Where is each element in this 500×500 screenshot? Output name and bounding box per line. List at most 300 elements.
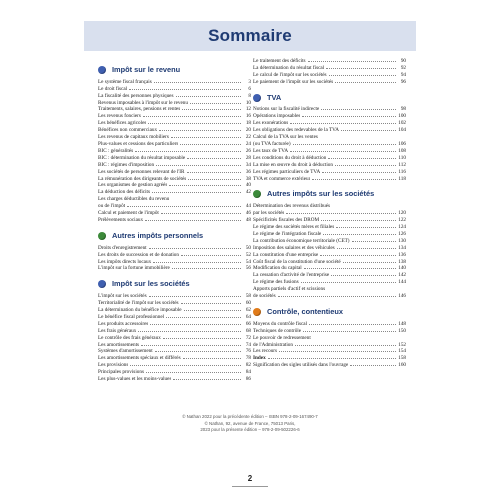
toc-entry-label: Droits d'enregistrement [98,244,147,251]
toc-entry-label: Les obligations des redevables de la TVA [253,127,339,134]
toc-entry-page: 92 [400,64,406,71]
toc-entry-page: 26 [245,147,251,154]
section-controle-contentieux [253,307,406,355]
toc-entry[interactable] [253,252,406,259]
dot-leader [326,68,396,69]
toc-entry[interactable] [98,86,251,93]
toc-entry[interactable] [98,362,251,369]
toc-entry[interactable] [253,272,406,279]
toc-entry[interactable] [98,307,251,314]
dot-leader [290,123,396,124]
toc-entry[interactable] [253,245,406,252]
toc-entry-label: Les provisions [98,362,129,369]
toc-entry-label: Traitements, salaires, pensions et rentes [98,106,181,113]
section-title: Autres impôts sur les sociétés [267,189,375,199]
toc-entry-page: 46 [245,210,251,217]
toc-entry-page: 48 [245,216,251,223]
toc-entry[interactable] [98,217,251,224]
dot-leader [176,96,242,97]
dot-leader [322,172,396,173]
toc-entry[interactable] [98,293,251,300]
toc-entry[interactable] [253,113,406,120]
toc-entry[interactable] [253,259,406,266]
toc-entry-label: Le système fiscal français [98,78,152,85]
toc-entry[interactable] [98,259,251,266]
toc-entry[interactable] [253,155,406,162]
dot-leader [166,317,241,318]
toc-entry-page: 64 [245,313,251,320]
toc-entry[interactable] [253,265,406,272]
toc-entry-label: Plus-values et cessions des particuliers [98,141,179,147]
toc-entry[interactable] [253,286,406,293]
toc-entry[interactable] [253,328,406,335]
section-heading [98,231,251,241]
toc-entry-page: 94 [400,71,406,78]
toc-entry-label: La contribution économique territoriale (CET) [253,237,350,244]
dot-leader [172,268,241,269]
section-autres-impots-personnels [98,231,251,272]
toc-entry[interactable] [253,169,406,176]
dot-leader [336,227,396,228]
toc-entry-page: 112 [398,161,406,168]
toc-entry-page: 34 [245,161,251,168]
dot-leader [154,82,241,83]
toc-entry-label: Les plus-values et les moins-values [98,376,172,383]
sigles-entry[interactable] [253,362,406,369]
dot-leader [138,331,241,332]
toc-entry-label: Le traitement des déficits [253,58,306,64]
section-heading [98,65,251,75]
dot-leader [329,75,396,76]
toc-entry-label: Le droit fiscal [98,85,128,92]
section-heading [98,279,251,289]
dot-leader [169,185,241,186]
dot-leader [286,213,396,214]
dot-leader [290,151,396,152]
green-bullet-icon [98,232,106,240]
toc-entry-label: Les charges déductibles du revenu [98,196,170,203]
toc-entry-label: Notions sur la fiscalité indirecte [253,106,320,113]
blue-bullet-icon [98,66,106,74]
dot-leader [127,206,241,207]
toc-entry-page: 10 [245,99,251,106]
toc-entry-page: 102 [398,120,406,127]
toc-entry-label: Les organismes de gestion agréés [98,182,168,189]
toc-entry-label: Les recours [253,348,278,355]
toc-entry[interactable] [98,355,251,362]
dot-leader [145,220,241,221]
toc-entry[interactable] [253,79,406,86]
toc-entry-label: Le bénéfice fiscal professionnel [98,313,165,320]
toc-entry-page: 136 [398,251,406,258]
toc-entry[interactable] [253,342,406,349]
toc-entry[interactable] [253,58,406,65]
section-heading [253,189,406,199]
toc-entry[interactable] [98,127,251,134]
toc-entry-label: Prélèvements sociaux [98,216,144,223]
dot-leader [181,255,241,256]
toc-entry[interactable] [98,148,251,155]
toc-entry-label: La rémunération des dirigeants de sociétés [98,175,187,182]
dot-leader [303,331,396,332]
dot-leader [150,324,241,325]
dot-leader [181,303,241,304]
toc-entry[interactable] [98,182,251,189]
toc-entry[interactable] [253,120,406,127]
toc-entry[interactable] [98,203,251,210]
dot-leader [302,116,396,117]
toc-entry-label: Imposition des salaires et des véhicules [253,244,335,251]
toc-entry[interactable] [98,265,251,272]
dot-leader [279,351,396,352]
toc-entry-page: 142 [398,272,406,279]
toc-entry[interactable] [253,238,406,245]
dot-leader [135,151,241,152]
dot-leader [149,248,241,249]
toc-entry[interactable] [253,72,406,79]
dot-leader [141,345,241,346]
toc-entry-page: 38 [245,175,251,182]
toc-entry[interactable] [98,335,251,342]
dot-leader [184,310,241,311]
dot-leader [187,172,242,173]
dot-leader [187,158,241,159]
toc-entry-page: 76 [245,348,251,355]
toc-entry[interactable] [98,342,251,349]
toc-entry-label: ou de l'impôt [98,203,126,210]
toc-entry-page: 22 [245,134,251,141]
green-bullet-icon [253,190,261,198]
toc-entry-label: Les produits accessoires [98,320,149,327]
toc-entry[interactable] [253,127,406,134]
dot-leader [149,296,241,297]
left-column [98,58,251,383]
toc-entry[interactable] [253,141,406,148]
toc-entry-label: Les amortissements spéciaux et différés [98,355,181,362]
toc-entry[interactable] [98,113,251,120]
dot-leader [335,165,396,166]
toc-entry-label: La détermination du résultat fiscal [253,64,325,71]
toc-entry[interactable] [253,321,406,328]
toc-entry-label: Moyens du contrôle fiscal [253,320,308,327]
toc-entry[interactable] [253,210,406,217]
toc-entry[interactable] [253,106,406,113]
toc-entry[interactable] [98,321,251,328]
dot-leader [153,262,241,263]
dot-leader [293,144,396,145]
toc-entry[interactable] [98,162,251,169]
toc-entry-label: Les conditions du droit à déduction [253,154,327,161]
toc-entry[interactable] [98,210,251,217]
toc-entry[interactable] [253,217,406,224]
toc-entry-label: Les impôts directs locaux [98,258,152,265]
toc-entry-label: La détermination du bénéfice imposable [98,307,182,313]
dot-leader [155,351,241,352]
section-heading [253,307,406,317]
section-autres-impots-societes [253,189,406,300]
toc-entry-label: TVA et commerce extérieur [253,175,311,182]
toc-entry[interactable] [98,93,251,100]
dot-leader [321,109,396,110]
toc-entry-page: 62 [245,307,251,313]
toc-entry-label: BIC : régimes d'imposition [98,161,155,168]
toc-entry-label: Le pouvoir de redressement [253,334,311,341]
blue-bullet-icon [98,280,106,288]
copyright-line-1: © Nathan 2022 pour la précédente édition – ISBN 978-2-09-167490-7 [182,414,318,419]
toc-entry-label: Les taux de TVA [253,147,289,154]
toc-entry[interactable] [98,134,251,141]
toc-entry-page: 108 [398,147,406,154]
toc-entry-page: 28 [245,154,251,161]
dot-leader [335,82,396,83]
toc-entry-page: 68 [245,327,251,334]
toc-entry-page: 144 [398,279,406,286]
section-index [253,355,406,369]
title-bar [84,21,416,51]
toc-entry-label: La cessation d'activité de l'entreprise [253,272,330,279]
toc-entry[interactable] [98,106,251,113]
toc-entry-label: Le calcul de l'impôt sur les sociétés [253,71,327,78]
dot-leader [350,365,396,366]
dot-leader [182,109,241,110]
toc-entry[interactable] [98,120,251,127]
dot-leader [341,130,396,131]
toc-entry-page: 56 [245,265,251,272]
toc-entry-page: 110 [398,154,406,161]
toc-entry-label: Le régime de l'intégration fiscale [253,230,322,237]
page-number: 2 [247,474,253,483]
toc-entry-page: 16 [245,113,251,120]
toc-entry-page: 116 [398,168,406,175]
toc-entry-page: 18 [245,120,251,127]
dot-leader [180,144,241,145]
dot-leader [143,116,241,117]
toc-entry-page: 146 [398,293,406,300]
toc-entry[interactable] [98,176,251,183]
dot-leader [323,234,396,235]
toc-entry[interactable] [253,134,406,141]
toc-entry-label: Détermination des revenus distribués [253,203,331,210]
toc-entry[interactable] [98,314,251,321]
toc-entry-page: 3 [248,78,251,85]
toc-entry[interactable] [253,348,406,355]
toc-entry-label: de sociétés [253,293,276,300]
toc-entry-page: 54 [245,258,251,265]
toc-entry-page: 60 [245,300,251,307]
toc-entry-page: 104 [398,127,406,134]
toc-entry[interactable] [253,224,406,231]
toc-entry-page: 66 [245,320,251,327]
dot-leader [152,192,241,193]
toc-entry-page: 20 [245,127,251,134]
dot-leader [183,358,241,359]
toc-entry-page: 140 [398,265,406,272]
blue-bullet-icon [253,94,261,102]
section-title: Contrôle, contentieux [267,306,343,316]
toc-entry-page: 86 [245,376,251,383]
dot-leader [352,241,396,242]
toc-entry-page: 106 [398,141,406,147]
dot-leader [171,137,241,138]
dot-leader [337,248,396,249]
section-impot-revenu [98,65,251,224]
right-column [253,58,406,369]
toc-entry-page: 74 [245,341,251,348]
toc-entry-label: La mise en œuvre du droit à déduction [253,161,333,168]
toc-entry-label: Les bénéfices agricoles [98,120,147,127]
toc-entry-label: Techniques de contrôle [253,327,302,334]
dot-leader [301,282,396,283]
dot-leader [159,130,241,131]
toc-entry-page: 126 [398,230,406,237]
toc-entry[interactable] [253,203,406,210]
toc-entry-page: 24 [245,141,251,147]
toc-entry-page: 82 [245,362,251,369]
dot-leader [129,89,241,90]
section-impot-societes-continued [253,58,406,86]
dot-leader [328,158,396,159]
toc-entry-label: Le régime des fusions [253,279,299,286]
toc-entry-label: Bénéfices non commerciaux [98,127,158,134]
toc-entry-page: 42 [245,189,251,196]
toc-entry-label: de l'Administration [253,341,293,348]
dot-leader [268,358,396,359]
toc-entry-page: 152 [398,341,406,348]
toc-entry[interactable] [98,376,251,383]
toc-entry[interactable] [98,252,251,259]
toc-entry-page: 12 [245,106,251,113]
toc-entry[interactable] [98,79,251,86]
dot-leader [320,255,396,256]
toc-entry-page: 8 [248,92,251,99]
toc-entry[interactable] [98,155,251,162]
toc-entry-page: 6 [248,85,251,92]
toc-entry-page: 154 [398,348,406,355]
toc-entry[interactable] [253,335,406,342]
sigles-label: Signification des sigles utilisés dans l'ouvrage [253,362,349,369]
toc-entry[interactable] [253,162,406,169]
copyright-line-2: © Nathan, 92, avenue de France, 75013 Paris, [204,420,296,426]
sigles-page: 160 [398,362,406,369]
toc-entry-label: La fiscalité des personnes physiques [98,92,174,99]
toc-entry-label: Spécificités fiscales des DROM [253,217,320,224]
toc-entry-label: L'impôt sur la fortune immobilière [98,265,170,272]
dot-leader [156,165,241,166]
dot-leader [321,220,396,221]
toc-entry[interactable] [253,279,406,286]
dot-leader [295,345,396,346]
dot-leader [163,338,241,339]
toc-entry[interactable] [253,231,406,238]
toc-entry-page: 52 [245,251,251,258]
toc-entry-page: 124 [398,224,406,230]
toc-entry-label: Les droits de succession et de donation [98,251,179,258]
dot-leader [312,179,396,180]
toc-entry-label: BIC : détermination du résultat imposable [98,154,186,161]
toc-entry-label: Le paiement de l'impôt sur les sociétés [253,78,334,85]
dot-leader [304,268,396,269]
toc-entry-page: 44 [245,203,251,210]
toc-entry[interactable] [98,196,251,203]
copyright-line-3: 2023 pour la présente édition – 978-2-09-502226-6 [200,427,300,433]
toc-entry[interactable] [98,100,251,107]
toc-entry[interactable] [253,65,406,72]
toc-entry-page: 134 [398,244,406,251]
section-impot-societes [98,279,251,383]
toc-entry-page: 98 [400,106,406,113]
page-number-rule [232,486,268,487]
toc-entry-label: Coût fiscal de la constitution d'une société [253,258,341,265]
toc-entry-label: Les revenus fonciers [98,113,141,120]
toc-entry-label: Le contrôle des frais généraux [98,334,161,341]
toc-entry-page: 120 [398,210,406,217]
toc-entry-page: 72 [245,334,251,341]
section-title: Impôt sur le revenu [112,65,181,74]
toc-entry-page: 118 [398,175,406,182]
dot-leader [278,296,396,297]
toc-entry-label: Le régime des sociétés mères et filiales [253,224,335,230]
orange-bullet-icon [253,308,261,316]
toc-entry-label: L'impôt sur les sociétés [98,293,147,300]
toc-entry-label: Les amortissements [98,341,140,348]
toc-entry-page: 50 [245,244,251,251]
toc-entry-label: BIC : généralités [98,147,134,154]
copyright-footer [110,414,390,434]
toc-entry[interactable] [98,300,251,307]
toc-entry[interactable] [98,189,251,196]
toc-entry-label: Apports partiels d'actif et scissions [253,286,326,293]
page-title: Sommaire [208,26,292,45]
toc-entry-label: Revenus imposables à l'impôt sur le revenu [98,99,188,106]
toc-entry-label: La déduction des déficits [98,189,151,196]
toc-entry[interactable] [253,148,406,155]
dot-leader [173,379,241,380]
toc-entry-label: Les frais généraux [98,327,137,334]
toc-entry[interactable] [98,348,251,355]
toc-entry-label: Les régimes particuliers de TVA [253,168,321,175]
index-label: Index [253,355,266,362]
toc-entry-page: 58 [245,293,251,300]
toc-entry-page: 40 [245,182,251,189]
toc-entry-label: Calcul de la TVA sur les ventes [253,134,318,141]
dot-leader [161,213,241,214]
toc-entry[interactable] [98,169,251,176]
toc-entry[interactable] [98,245,251,252]
index-page: 158 [398,355,406,362]
toc-entry[interactable] [253,293,406,300]
toc-entry-label: Les exonérations [253,120,289,127]
toc-entry-label: Calcul et paiement de l'impôt [98,210,159,217]
toc-entry-page: 150 [398,327,406,334]
dot-leader [343,262,396,263]
toc-entry-label: Principales provisions [98,369,144,376]
toc-entry[interactable] [98,328,251,335]
toc-entry-label: Territorialité de l'impôt sur les sociétés [98,300,179,307]
dot-leader [308,61,396,62]
toc-entry-page: 100 [398,113,406,120]
toc-entry[interactable] [98,141,251,148]
toc-entry-page: 84 [245,369,251,376]
toc-entry-page: 90 [400,58,406,64]
toc-entry[interactable] [253,176,406,183]
toc-entry-page: 122 [398,217,406,224]
dot-leader [146,372,241,373]
toc-entry-label: Opérations imposables [253,113,301,120]
dot-leader [190,103,241,104]
toc-entry[interactable] [98,369,251,376]
index-entry[interactable] [253,355,406,362]
section-title: Autres impôts personnels [112,230,204,240]
